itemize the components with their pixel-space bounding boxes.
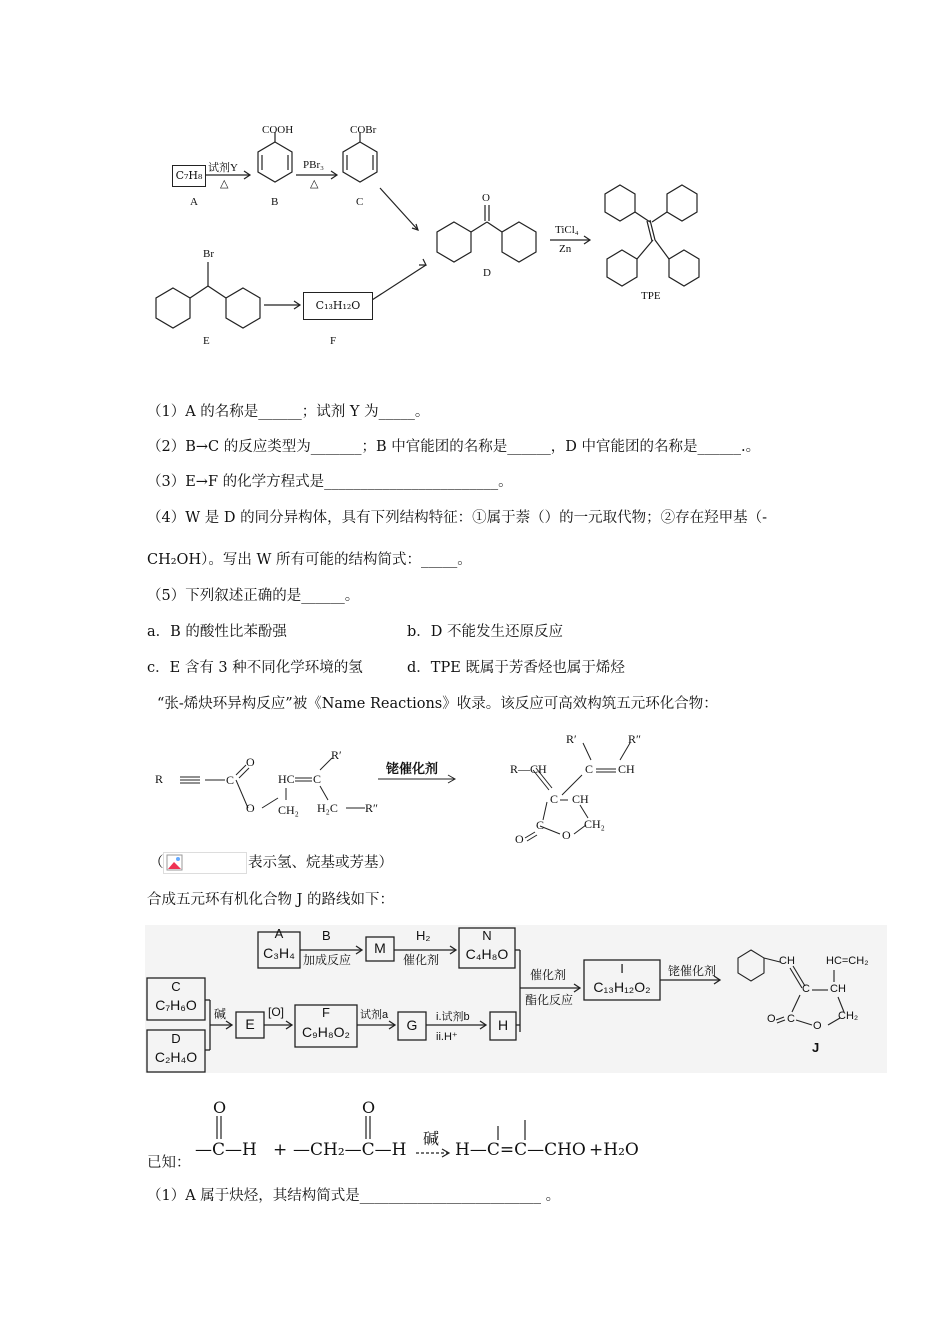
route-H: H xyxy=(497,1017,509,1033)
carbonyl-o: O xyxy=(246,755,255,769)
route-J-carbonyl-c: C xyxy=(787,1013,795,1025)
option-b: b．D 不能发生还原反应 xyxy=(407,624,564,640)
label-A: A xyxy=(190,196,198,208)
pbr3-label: PBr₃ xyxy=(303,159,324,171)
label-E: E xyxy=(203,335,210,347)
route-C-name: C xyxy=(171,979,181,994)
br-label: Br xyxy=(203,248,214,260)
compound-A-box: C₇H₈ xyxy=(172,165,206,187)
catalyst-label: 铑催化剂 xyxy=(386,762,439,777)
option-c: c．E 含有 3 种不同化学环境的氢 xyxy=(147,660,363,676)
route-C-formula: C₇H₆O xyxy=(155,997,197,1013)
ester-o: O xyxy=(246,801,255,815)
question-1-1: （1）A 的名称是______；试剂 Y 为_____。 xyxy=(147,404,430,420)
route-reagent-a: 试剂a xyxy=(360,1009,389,1021)
route-reagent-b: i.试剂b xyxy=(436,1011,470,1023)
route-N-name: N xyxy=(482,928,492,943)
zn-label: Zn xyxy=(559,243,572,255)
product-ring-o: O xyxy=(562,828,571,842)
heat-label-2: △ xyxy=(310,178,319,190)
cobr-label: COBr xyxy=(350,124,377,136)
ticl4-label: TiCl₄ xyxy=(555,224,579,236)
route-J-c: C xyxy=(802,983,810,995)
route-D-formula: C₂H₄O xyxy=(154,1049,198,1065)
question-1-2: （2）B→C 的反应类型为_______；B 中官能团的名称是______，D 中官能团的名称是______.。 xyxy=(147,439,761,455)
route-addition-reaction: 加成反应 xyxy=(303,953,352,967)
known-product: H—C=C—CHO xyxy=(455,1140,586,1160)
r-double-prime: R″ xyxy=(365,801,379,815)
route-A-name: A xyxy=(274,926,284,941)
product-ch: CH xyxy=(618,762,635,776)
r-prime: R′ xyxy=(331,748,342,762)
alkyne-c: C xyxy=(226,773,235,787)
route-oxidation: [O] xyxy=(268,1005,285,1019)
route-J-vinyl: HC=CH₂ xyxy=(826,955,869,967)
known-methylene-aldehyde: —CH₂—C—H xyxy=(293,1140,407,1160)
route-J-ring-ch: CH xyxy=(830,983,846,995)
product-o: O xyxy=(515,832,524,846)
route-I-formula: C₁₃H₁₂O₂ xyxy=(593,979,651,995)
product-ch2: CH₂ xyxy=(584,817,605,831)
question-1-4: （4）W 是 D 的同分异构体，具有下列结构特征：①属于萘（）的一元取代物；②存在羟甲基（- xyxy=(147,510,767,526)
label-B: B xyxy=(271,196,279,208)
route-reagent-B: B xyxy=(322,928,331,943)
product-carbonyl-c: C xyxy=(536,818,545,832)
h2c-label: H₂C xyxy=(317,801,338,815)
reagent-Y-label: 试剂Y xyxy=(208,162,238,174)
route-F-name: F xyxy=(322,1005,330,1020)
route-E: E xyxy=(245,1016,255,1032)
r-group: R xyxy=(155,772,164,786)
option-d: d．TPE 既属于芳香烃也属于烯烃 xyxy=(407,660,625,676)
route-J-label: J xyxy=(812,1040,820,1055)
route-J-carbonyl-o: O xyxy=(767,1013,776,1025)
known-prefix: 已知： xyxy=(147,1155,191,1171)
route-J-ch: CH xyxy=(779,955,795,967)
question-1-5: （5）下列叙述正确的是______。 xyxy=(147,588,360,604)
label-F: F xyxy=(330,335,337,347)
intro-zhang-reaction: “张-烯炔环异构反应”被《Name Reactions》收录。该反应可高效构筑五元环化合物： xyxy=(157,696,718,712)
route-base: 碱 xyxy=(214,1007,227,1021)
label-D: D xyxy=(483,267,491,279)
product-r-prime: R′ xyxy=(566,732,577,746)
known-base: 碱 xyxy=(423,1129,440,1148)
route-I-name: I xyxy=(620,961,624,976)
ch2-label: CH₂ xyxy=(278,803,299,817)
question-1-3: （3）E→F 的化学方程式是________________________。 xyxy=(147,474,513,490)
legend-open-paren: （ xyxy=(149,855,164,871)
route-catalyst-3: 铑催化剂 xyxy=(668,964,717,978)
product-r-ch: R—CH xyxy=(510,762,547,776)
route-H2: H₂ xyxy=(416,928,431,943)
product-ring-c: C xyxy=(550,792,559,806)
alkene-c: C xyxy=(313,772,322,786)
route-D-name: D xyxy=(171,1031,181,1046)
route-acid: ii.H⁺ xyxy=(436,1031,458,1043)
route-intro: 合成五元环有机化合物 J 的路线如下： xyxy=(147,892,395,908)
route-A-formula: C₃H₄ xyxy=(263,945,295,961)
product-ring-ch: CH xyxy=(572,792,589,806)
route-F-formula: C₉H₈O₂ xyxy=(302,1024,350,1040)
route-J-ring-o: O xyxy=(813,1020,822,1032)
route-M: M xyxy=(374,940,386,956)
route-catalyst-1: 催化剂 xyxy=(403,953,440,967)
compound-F-box: C₁₃H₁₂O xyxy=(303,292,373,320)
product-alkene-c: C xyxy=(585,762,594,776)
label-TPE: TPE xyxy=(641,290,661,302)
known-o-1: O xyxy=(213,1098,227,1117)
option-a: a．B 的酸性比苯酚强 xyxy=(147,624,287,640)
known-o-2: O xyxy=(362,1098,376,1117)
route-G: G xyxy=(406,1017,418,1033)
product-r-double-prime: R″ xyxy=(628,732,642,746)
route-J-ch2: CH₂ xyxy=(838,1010,859,1022)
label-C: C xyxy=(356,196,364,208)
question-1-4-cont: CH₂OH）。写出 W 所有可能的结构简式：_____。 xyxy=(147,552,472,568)
route-esterification: 酯化反应 xyxy=(525,993,574,1007)
question-2-1: （1）A 属于炔烃，其结构简式是_________________________ 。 xyxy=(147,1188,561,1204)
ketone-o-label: O xyxy=(482,192,490,204)
hc-label: HC xyxy=(278,772,295,786)
cooh-label: COOH xyxy=(262,124,294,136)
heat-label-1: △ xyxy=(220,178,229,190)
known-water: +H₂O xyxy=(589,1140,639,1160)
legend-note: 表示氢、烷基或芳基） xyxy=(248,855,393,871)
route-catalyst-2: 催化剂 xyxy=(530,968,567,982)
known-plus: + xyxy=(273,1140,288,1160)
route-N-formula: C₄H₈O xyxy=(465,946,509,962)
known-aldehyde: —C—H xyxy=(195,1140,257,1160)
